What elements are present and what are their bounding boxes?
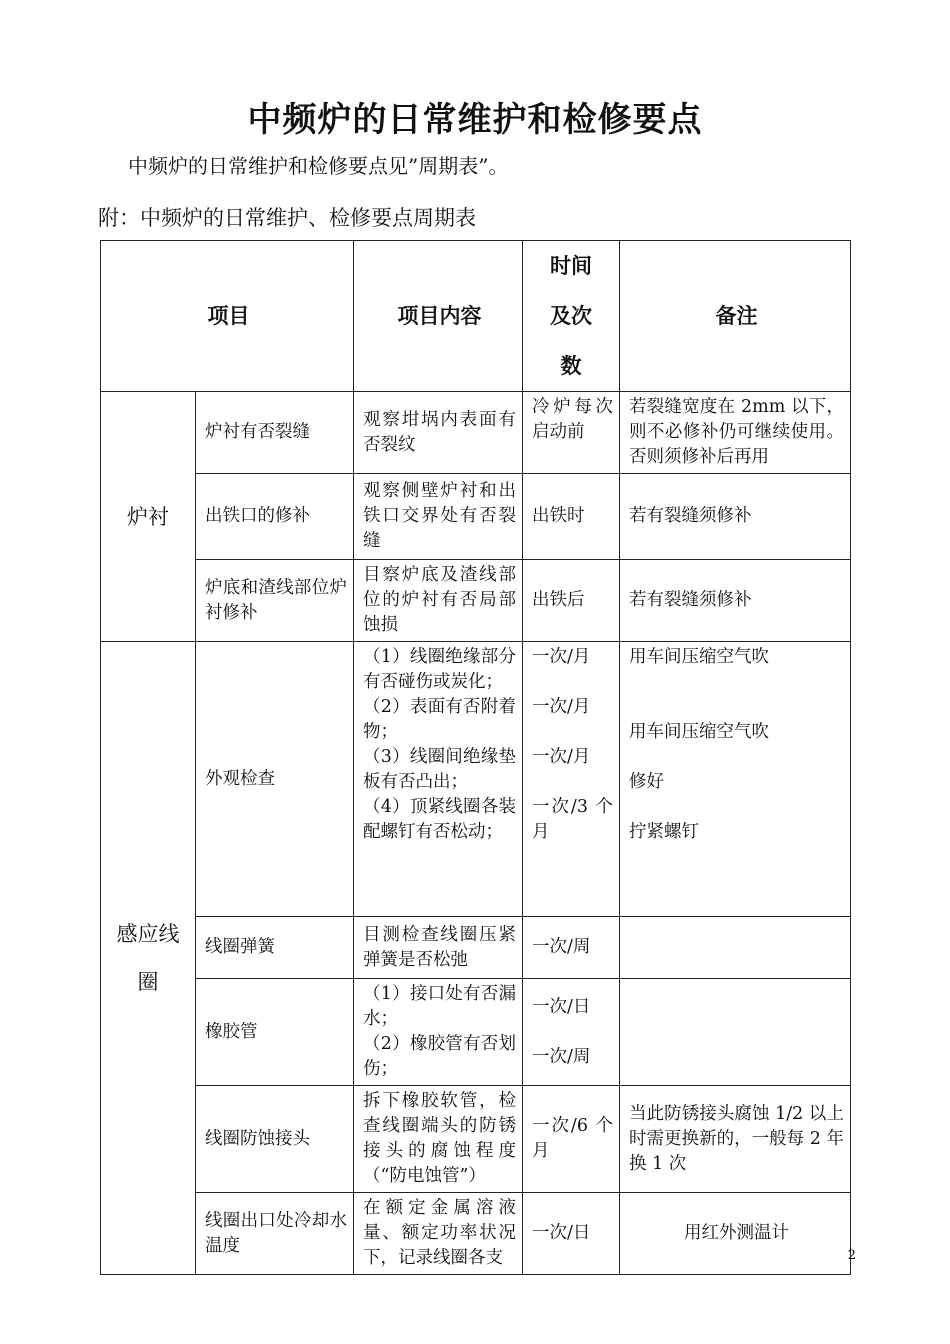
cell-remarks: 当此防锈接头腐蚀 1/2 以上时需更换新的，一般每 2 年换 1 次 [620,1086,851,1193]
time-line: 一次/3 个月 [532,797,613,842]
content-line: （2）橡胶管有否划伤； [363,1034,516,1079]
cell-item: 线圈弹簧 [196,917,354,979]
cell-remarks [620,917,851,979]
cell-content: 在额定金属溶液量、额定功率状况下，记录线圈各支 [354,1193,523,1275]
appendix-caption: 附：中频炉的日常维护、检修要点周期表 [98,206,476,230]
spacer [532,1020,613,1045]
cell-item: 橡胶管 [196,979,354,1086]
cell-item: 外观检查 [196,642,354,917]
remark-line: 用车间压缩空气吹 [629,647,769,667]
cell-time [523,642,620,917]
time-line: 一次/周 [532,1046,591,1067]
cell-time: 出铁时 [523,474,620,560]
table-row [101,917,851,979]
maintenance-schedule-table [100,240,851,1275]
table-row [101,642,851,917]
header-time-line: 时间 [550,254,592,278]
intro-paragraph: 中频炉的日常维护和检修要点见”周期表”。 [128,154,509,178]
cell-time [523,979,620,1086]
page-title: 中频炉的日常维护和检修要点 [247,100,703,140]
remark-line: 用车间压缩空气吹 [629,722,769,742]
content-line: （2）表面有否附着物； [363,697,516,742]
cell-time: 一次/周 [523,917,620,979]
spacer [532,670,613,695]
category-line: 感应线 [116,922,180,946]
content-line: （1）接口处有否漏水； [363,984,516,1029]
cell-item: 线圈防蚀接头 [196,1086,354,1193]
content-line: （1）线圈绝缘部分有否碰伤或炭化； [363,647,516,692]
table-row [101,979,851,1086]
cell-content: 目察炉底及渣线部位的炉衬有否局部蚀损 [354,560,523,642]
header-remarks: 备注 [620,241,851,392]
cell-item: 线圈出口处冷却水温度 [196,1193,354,1275]
table-row [101,560,851,642]
cell-item: 出铁口的修补 [196,474,354,560]
cell-item: 炉衬有否裂缝 [196,392,354,474]
cell-content: 拆下橡胶软管，检查线圈端头的防锈接头的腐蚀程度（“防电蚀管”） [354,1086,523,1193]
table-header-row [101,241,851,392]
spacer [532,770,613,795]
table-row [101,392,851,474]
cell-remarks: 若裂缝宽度在 2mm 以下，则不必修补仍可继续使用。否则须修补后再用 [620,392,851,474]
header-time-line: 数 [560,354,582,378]
cell-remarks: 若有裂缝须修补 [620,474,851,560]
table-row [101,474,851,560]
table-row [101,1193,851,1275]
cell-time: 出铁后 [523,560,620,642]
category-induction-coil [101,642,196,1275]
cell-time: 一次/6 个月 [523,1086,620,1193]
time-line: 一次/月 [532,747,591,767]
cell-content [354,979,523,1086]
remark-line: 拧紧螺钉 [629,822,699,842]
cell-time: 冷炉每次启动前 [523,392,620,474]
spacer [532,720,613,745]
category-line: 圈 [137,970,159,994]
spacer [629,670,844,720]
cell-remarks: 用红外测温计 [620,1193,851,1275]
cell-content [354,642,523,917]
remark-line: 修好 [629,772,664,792]
spacer [629,745,844,770]
content-line: （3）线圈间绝缘垫板有否凸出； [363,747,516,792]
header-time [523,241,620,392]
spacer [629,795,844,820]
page-number: 2 [847,1248,856,1263]
cell-time: 一次/日 [523,1193,620,1275]
cell-content: 目测检查线圈压紧弹簧是否松弛 [354,917,523,979]
cell-content: 观察坩埚内表面有否裂纹 [354,392,523,474]
content-line: （4）顶紧线圈各装配螺钉有否松动； [363,797,516,842]
cell-remarks [620,979,851,1086]
header-time-line: 及次 [550,304,592,328]
cell-remarks [620,642,851,917]
category-lining: 炉衬 [101,392,196,642]
cell-item: 炉底和渣线部位炉衬修补 [196,560,354,642]
time-line: 一次/日 [532,996,591,1017]
cell-content: 观察侧壁炉衬和出铁口交界处有否裂缝 [354,474,523,560]
time-line: 一次/月 [532,647,591,667]
header-content: 项目内容 [354,241,523,392]
header-item: 项目 [101,241,354,392]
cell-remarks: 若有裂缝须修补 [620,560,851,642]
time-line: 一次/月 [532,697,591,717]
table-row [101,1086,851,1193]
